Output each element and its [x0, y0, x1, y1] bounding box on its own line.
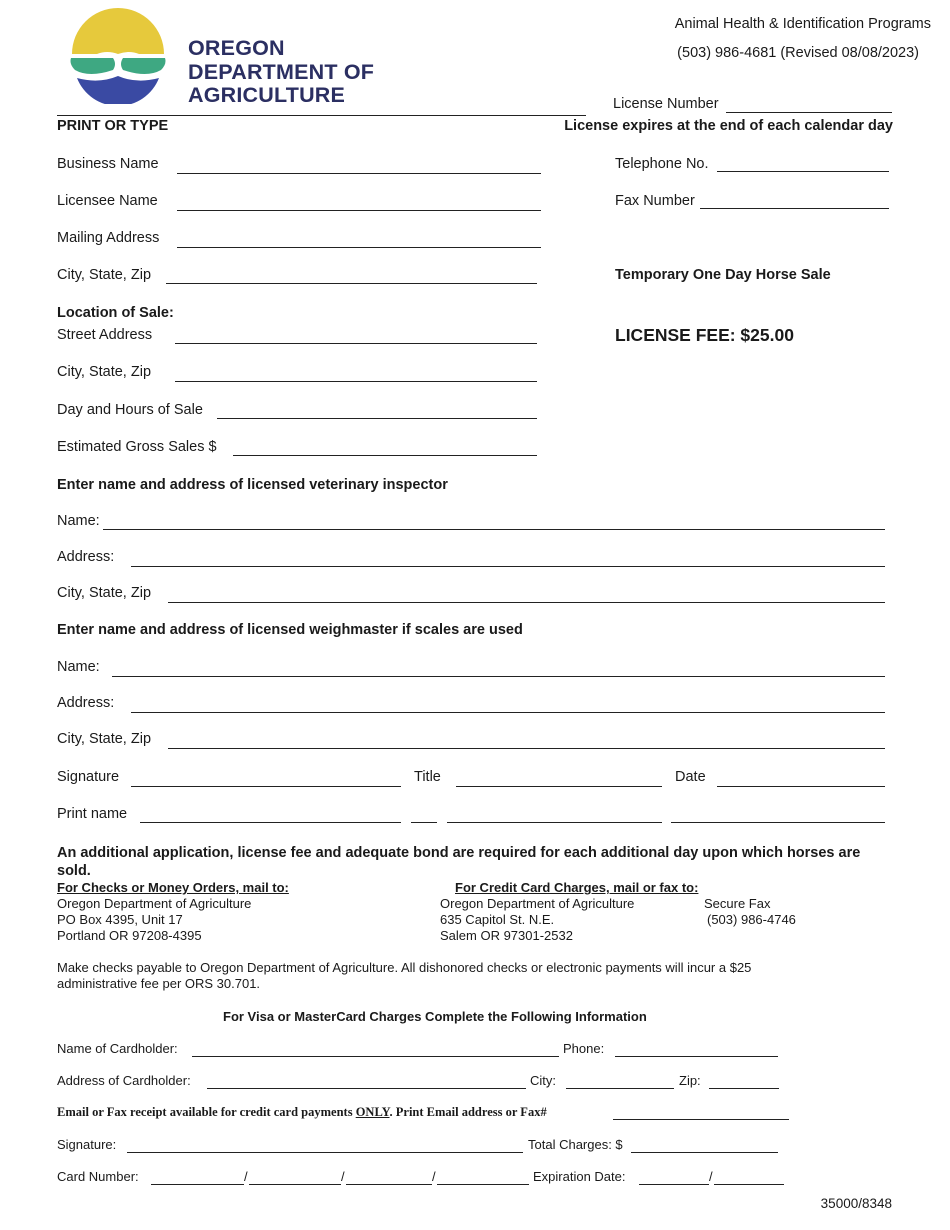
- card-number-slash-1: /: [244, 1169, 248, 1184]
- form-number: 35000/8348: [820, 1196, 892, 1211]
- card-city-label: City:: [530, 1073, 556, 1088]
- vet-heading: Enter name and address of licensed veterinary inspector: [57, 477, 448, 493]
- print-name-label: Print name: [57, 806, 128, 822]
- oda-logo-wordmark: [188, 37, 374, 108]
- vet-city-state-zip-label: City, State, Zip: [57, 585, 152, 601]
- telephone-label: Telephone No.: [615, 156, 709, 172]
- payment-note-line1: Make checks payable to Oregon Department of Agriculture. All dishonored checks or electronic payments will incur a $25: [57, 960, 752, 975]
- additional-day-notice: An additional application, license fee and adequate bond are required for each additional day upon which horses are sold.: [57, 845, 861, 879]
- business-name-label: Business Name: [57, 156, 159, 172]
- licensee-name-field[interactable]: [177, 210, 541, 211]
- expiration-label: Expiration Date:: [533, 1169, 626, 1184]
- business-city-state-zip-field[interactable]: [166, 283, 537, 284]
- card-phone-field[interactable]: [615, 1056, 778, 1057]
- credit-line-1: Oregon Department of Agriculture: [440, 896, 635, 911]
- title-field[interactable]: [456, 786, 662, 787]
- licensee-name-label: Licensee Name: [57, 193, 158, 209]
- card-number-part-4[interactable]: [437, 1184, 529, 1185]
- sale-type: Temporary One Day Horse Sale: [615, 267, 831, 283]
- title-label: Title: [414, 769, 441, 785]
- card-phone-label: Phone:: [563, 1041, 605, 1056]
- card-number-slash-2: /: [341, 1169, 345, 1184]
- location-city-state-zip-field[interactable]: [175, 381, 537, 382]
- expiration-year-field[interactable]: [714, 1184, 784, 1185]
- weighmaster-city-state-zip-field[interactable]: [168, 748, 885, 749]
- checks-line-3: Portland OR 97208-4395: [57, 928, 202, 943]
- print-name-field[interactable]: [140, 822, 401, 823]
- total-charges-field[interactable]: [631, 1152, 778, 1153]
- oda-logo-mark: [69, 8, 167, 104]
- day-hours-label: Day and Hours of Sale: [57, 402, 203, 418]
- print-name-spacer-field[interactable]: [411, 822, 437, 823]
- secure-fax-number: (503) 986-4746: [707, 912, 796, 927]
- weighmaster-address-label: Address:: [57, 695, 115, 711]
- receipt-notice: [57, 1105, 547, 1120]
- card-zip-field[interactable]: [709, 1088, 779, 1089]
- vet-name-field[interactable]: [103, 529, 885, 530]
- payment-note-line2: administrative fee per ORS 30.701.: [57, 976, 261, 991]
- org-name-line3: AGRICULTURE: [188, 83, 346, 107]
- card-number-part-3[interactable]: [346, 1184, 432, 1185]
- receipt-tail: . Print Email address or Fax#: [389, 1105, 547, 1119]
- street-address-field[interactable]: [175, 343, 537, 344]
- card-signature-field[interactable]: [127, 1152, 523, 1153]
- cardholder-name-label: Name of Cardholder:: [57, 1041, 178, 1056]
- date-field[interactable]: [717, 786, 885, 787]
- vet-address-label: Address:: [57, 549, 115, 565]
- card-city-field[interactable]: [566, 1088, 674, 1089]
- weighmaster-name-label: Name:: [57, 659, 100, 675]
- header-rule: [57, 115, 586, 116]
- signature-label: Signature: [57, 769, 120, 785]
- phone-revised: (503) 986-4681 (Revised 08/08/2023): [677, 45, 919, 61]
- mailing-address-field[interactable]: [177, 247, 541, 248]
- license-expires: License expires at the end of each calendar day: [564, 118, 893, 134]
- card-signature-label: Signature:: [57, 1137, 117, 1152]
- business-name-field[interactable]: [177, 173, 541, 174]
- total-charges-label: Total Charges: $: [528, 1137, 623, 1152]
- license-number-line[interactable]: [726, 112, 892, 113]
- gross-sales-label: Estimated Gross Sales $: [57, 439, 217, 455]
- street-address-label: Street Address: [57, 327, 153, 343]
- checks-heading: For Checks or Money Orders, mail to:: [57, 880, 289, 895]
- print-title-field[interactable]: [447, 822, 662, 823]
- print-date-field[interactable]: [671, 822, 885, 823]
- license-number-label: License Number: [613, 96, 719, 112]
- receipt-text: Email or Fax receipt available for credit card payments: [57, 1105, 356, 1119]
- signature-field[interactable]: [131, 786, 401, 787]
- mailing-address-label: Mailing Address: [57, 230, 160, 246]
- location-city-state-zip-label: City, State, Zip: [57, 364, 152, 380]
- fax-label: Fax Number: [615, 193, 695, 209]
- business-city-state-zip-label: City, State, Zip: [57, 267, 152, 283]
- license-fee: LICENSE FEE: $25.00: [615, 325, 794, 345]
- credit-heading: For Credit Card Charges, mail or fax to:: [455, 880, 699, 895]
- card-heading: For Visa or MasterCard Charges Complete the Following Information: [223, 1009, 647, 1024]
- checks-line-1: Oregon Department of Agriculture: [57, 896, 252, 911]
- card-number-part-2[interactable]: [249, 1184, 341, 1185]
- program-name: Animal Health & Identification Programs: [674, 16, 931, 32]
- print-or-type: PRINT OR TYPE: [57, 118, 169, 134]
- checks-line-2: PO Box 4395, Unit 17: [57, 912, 183, 927]
- card-number-part-1[interactable]: [151, 1184, 244, 1185]
- fax-field[interactable]: [700, 208, 889, 209]
- org-name-line2: DEPARTMENT OF: [188, 59, 375, 84]
- cardholder-name-field[interactable]: [192, 1056, 559, 1057]
- cardholder-address-label: Address of Cardholder:: [57, 1073, 191, 1088]
- location-heading: Location of Sale:: [57, 305, 174, 321]
- date-label: Date: [675, 769, 706, 785]
- secure-fax-label: Secure Fax: [704, 896, 771, 911]
- org-name-line1: OREGON: [188, 36, 285, 60]
- card-number-slash-3: /: [432, 1169, 436, 1184]
- telephone-field[interactable]: [717, 171, 889, 172]
- credit-line-3: Salem OR 97301-2532: [440, 928, 573, 943]
- vet-address-field[interactable]: [131, 566, 885, 567]
- day-hours-field[interactable]: [217, 418, 537, 419]
- gross-sales-field[interactable]: [233, 455, 537, 456]
- weighmaster-heading: Enter name and address of licensed weighmaster if scales are used: [57, 622, 523, 638]
- vet-city-state-zip-field[interactable]: [168, 602, 885, 603]
- receipt-email-fax-field[interactable]: [613, 1119, 789, 1120]
- card-number-label: Card Number:: [57, 1169, 139, 1184]
- expiration-slash: /: [709, 1169, 713, 1184]
- receipt-only: ONLY: [355, 1105, 390, 1119]
- credit-line-2: 635 Capitol St. N.E.: [440, 912, 555, 927]
- vet-name-label: Name:: [57, 513, 100, 529]
- weighmaster-name-field[interactable]: [112, 676, 885, 677]
- expiration-month-field[interactable]: [639, 1184, 709, 1185]
- card-zip-label: Zip:: [679, 1073, 701, 1088]
- cardholder-address-field[interactable]: [207, 1088, 526, 1089]
- weighmaster-city-state-zip-label: City, State, Zip: [57, 731, 152, 747]
- weighmaster-address-field[interactable]: [131, 712, 885, 713]
